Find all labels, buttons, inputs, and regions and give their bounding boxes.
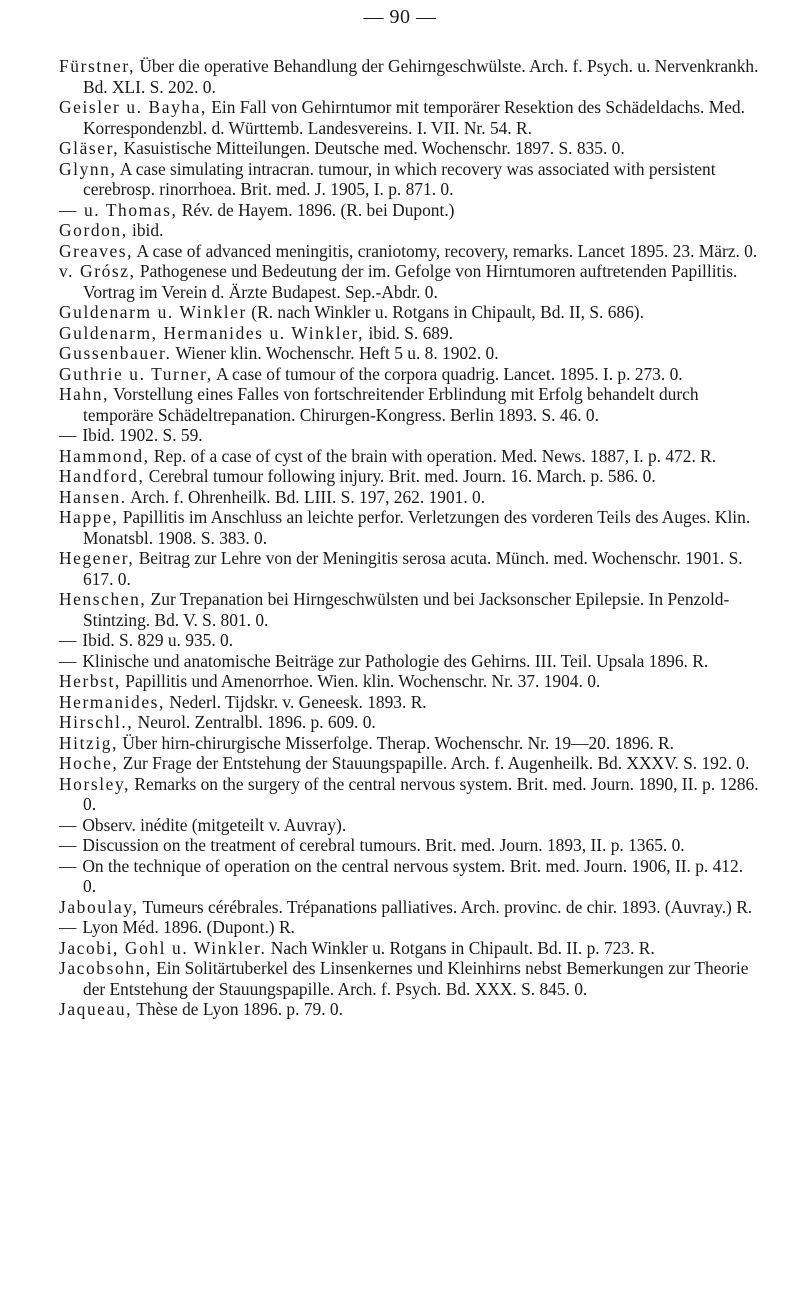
bibliography-entry xyxy=(59,897,759,918)
bibliography-entry xyxy=(59,835,759,856)
bibliography-entry xyxy=(59,589,759,630)
entry-citation: Über die operative Behandlung der Gehirngeschwülste. Arch. f. Psych. u. Nervenkrankh. Bd. XLI. S. 202. 0. xyxy=(83,56,759,97)
entry-author: Jacobi, Gohl u. Winkler. xyxy=(59,937,267,958)
entry-author: Hansen. xyxy=(59,486,127,507)
entry-author: Handford, xyxy=(59,466,145,486)
entry-author: Happe, xyxy=(59,507,119,527)
bibliography-entry xyxy=(59,733,759,754)
entry-citation: Remarks on the surgery of the central nervous system. Brit. med. Journ. 1890, II. p. 1286. 0. xyxy=(83,773,759,814)
entry-citation: Papillitis im Anschluss an leichte perfor. Verletzungen des vorderen Teils des Auges. Klin. Monatsbl. 1908. S. 383. 0. xyxy=(83,507,751,548)
bibliography-entry xyxy=(59,958,759,999)
bibliography-entry xyxy=(59,856,759,897)
bibliography-entry xyxy=(59,302,759,323)
entry-author: Hitzig, xyxy=(59,732,119,753)
entry-citation: Pathogenese und Bedeutung der im. Gefolge von Hirntumoren auftretenden Papillitis. Vortrag im Verein d. Ärzte Budapest. Sep.-Abdr. 0. xyxy=(83,261,738,302)
bibliography-entry xyxy=(59,159,759,200)
entry-author: Guldenarm u. Winkler xyxy=(59,302,247,322)
entry-citation: A case simulating intracran. tumour, in which recovery was associated with persistent cerebrosp. rinorrhoea. Brit. med. J. 1905, I. p. 871. 0. xyxy=(83,158,716,199)
entry-author: Gordon, xyxy=(59,220,128,240)
entry-author: — xyxy=(59,425,78,445)
bibliography-entry xyxy=(59,220,759,241)
entry-citation: Arch. f. Ohrenheilk. Bd. LIII. S. 197, 262. 1901. 0. xyxy=(126,486,486,507)
entry-author: Herbst, xyxy=(59,671,121,691)
bibliography-entry xyxy=(59,364,759,385)
bibliography-entry xyxy=(59,692,759,713)
entry-author: Henschen, xyxy=(59,589,147,609)
bibliography-entry xyxy=(59,651,759,672)
bibliography-entry xyxy=(59,56,759,97)
bibliography-entry xyxy=(59,138,759,159)
bibliography-entry xyxy=(59,548,759,589)
entry-citation: Lyon Méd. 1896. (Dupont.) R. xyxy=(78,917,295,937)
entry-citation: Tumeurs cérébrales. Trépanations palliatives. Arch. provinc. de chir. 1893. (Auvray.) R. xyxy=(138,896,753,917)
entry-author: Hoche, xyxy=(59,753,119,773)
bibliography-entry xyxy=(59,630,759,651)
entry-citation: Klinische und anatomische Beiträge zur Pathologie des Gehirns. III. Teil. Upsala 1896. R. xyxy=(78,650,709,671)
entry-citation: (R. nach Winkler u. Rotgans in Chipault, Bd. II, S. 686). xyxy=(246,302,644,322)
entry-citation: A case of advanced meningitis, craniotomy, recovery, remarks. Lancet 1895. 23. März. 0. xyxy=(133,240,758,261)
bibliography-entry xyxy=(59,241,759,262)
entry-author: — xyxy=(59,630,78,650)
entry-author: Jaboulay, xyxy=(59,896,139,917)
bibliography-entry xyxy=(59,938,759,959)
entry-citation: Neurol. Zentralbl. 1896. p. 609. 0. xyxy=(133,712,376,732)
entry-citation: A case of tumour of the corpora quadrig. Lancet. 1895. I. p. 273. 0. xyxy=(212,363,683,384)
entry-author: Hegener, xyxy=(59,548,135,568)
bibliography-entry xyxy=(59,200,759,221)
entry-author: — u. Thomas, xyxy=(59,199,178,220)
entry-citation: Nederl. Tijdskr. v. Geneesk. 1893. R. xyxy=(164,691,427,712)
entry-citation: On the technique of operation on the central nervous system. Brit. med. Journ. 1906, II. p. 412. 0. xyxy=(78,855,744,896)
bibliography-list xyxy=(59,56,759,1020)
entry-author: Gussenbauer. xyxy=(59,343,172,363)
entry-citation: Beitrag zur Lehre von der Meningitis serosa acuta. Münch. med. Wochenschr. 1901. S. 617. 0. xyxy=(83,548,743,589)
entry-author: — xyxy=(59,835,78,855)
entry-citation: ibid. xyxy=(127,220,164,240)
entry-citation: Zur Trepanation bei Hirngeschwülsten und bei Jacksonscher Epilepsie. In Penzold-Stintzing. Bd. V. S. 801. 0. xyxy=(83,589,730,630)
entry-author: Guthrie u. Turner, xyxy=(59,363,213,384)
entry-citation: Observ. inédite (mitgeteilt v. Auvray). xyxy=(78,814,347,835)
entry-citation: Thèse de Lyon 1896. p. 79. 0. xyxy=(132,999,343,1019)
entry-citation: Wiener klin. Wochenschr. Heft 5 u. 8. 1902. 0. xyxy=(171,343,499,363)
entry-citation: ibid. S. 689. xyxy=(364,322,454,343)
entry-citation: Zur Frage der Entstehung der Stauungspapille. Arch. f. Augenheilk. Bd. XXXV. S. 192. 0. xyxy=(118,753,750,773)
entry-citation: Cerebral tumour following injury. Brit. med. Journ. 16. March. p. 586. 0. xyxy=(144,466,656,486)
bibliography-entry xyxy=(59,999,759,1020)
entry-author: — xyxy=(59,855,78,876)
entry-citation: Rep. of a case of cyst of the brain with operation. Med. News. 1887, I. p. 472. R. xyxy=(149,445,717,466)
bibliography-entry xyxy=(59,323,759,344)
bibliography-entry xyxy=(59,487,759,508)
entry-author: Jaqueau, xyxy=(59,999,133,1019)
bibliography-entry xyxy=(59,815,759,836)
entry-author: Hirschl., xyxy=(59,712,134,732)
bibliography-entry xyxy=(59,774,759,815)
entry-author: — xyxy=(59,917,78,937)
entry-citation: Kasuistische Mitteilungen. Deutsche med. Wochenschr. 1897. S. 835. 0. xyxy=(119,138,625,158)
entry-citation: Nach Winkler u. Rotgans in Chipault. Bd. II. p. 723. R. xyxy=(266,937,655,958)
entry-citation: Rév. de Hayem. 1896. (R. bei Dupont.) xyxy=(177,199,455,220)
entry-author: Hermanides, xyxy=(59,691,165,712)
entry-author: Jacobsohn, xyxy=(59,958,152,978)
page-number: — 90 — xyxy=(363,6,437,28)
entry-author: Hahn, xyxy=(59,384,110,404)
bibliography-entry xyxy=(59,261,759,302)
entry-citation: Ibid. 1902. S. 59. xyxy=(78,425,203,445)
entry-citation: Vorstellung eines Falles von fortschreitender Erblindung mit Erfolg behandelt durch temporäre Schädeltrepanation. Chirurgen-Kongress. Berlin 1893. S. 46. 0. xyxy=(83,384,699,425)
entry-citation: Discussion on the treatment of cerebral tumours. Brit. med. Journ. 1893, II. p. 1365. 0. xyxy=(78,835,685,855)
entry-author: Hammond, xyxy=(59,445,150,466)
entry-author: — xyxy=(59,814,78,835)
entry-author: Horsley, xyxy=(59,773,131,794)
entry-citation: Über hirn-chirurgische Misserfolge. Therap. Wochenschr. Nr. 19—20. 1896. R. xyxy=(118,732,674,753)
bibliography-entry xyxy=(59,466,759,487)
entry-citation: Papillitis und Amenorrhoe. Wien. klin. Wochenschr. Nr. 37. 1904. 0. xyxy=(120,671,601,691)
entry-citation: Ein Solitärtuberkel des Linsenkernes und Kleinhirns nebst Bemerkungen zur Theorie der Entstehung der Stauungspapille. Arch. f. Psych. Bd. XXX. S. 845. 0. xyxy=(83,958,749,999)
entry-author: v. Grósz, xyxy=(59,261,136,281)
entry-citation: Ein Fall von Gehirntumor mit temporärer Resektion des Schädeldachs. Med. Korrespondenzbl. d. Württemb. Landesvereins. I. VII. Nr. 54. R. xyxy=(83,97,745,138)
entry-author: — xyxy=(59,650,78,671)
entry-citation: Ibid. S. 829 u. 935. 0. xyxy=(78,630,234,650)
bibliography-entry xyxy=(59,343,759,364)
bibliography-entry xyxy=(59,97,759,138)
entry-author: Glynn, xyxy=(59,158,117,179)
bibliography-entry xyxy=(59,384,759,425)
entry-author: Guldenarm, Hermanides u. Winkler, xyxy=(59,322,365,343)
bibliography-entry xyxy=(59,671,759,692)
entry-author: Gläser, xyxy=(59,138,120,158)
bibliography-entry xyxy=(59,917,759,938)
entry-author: Fürstner, xyxy=(59,56,136,76)
entry-author: Greaves, xyxy=(59,240,134,261)
bibliography-entry xyxy=(59,753,759,774)
bibliography-entry xyxy=(59,425,759,446)
entry-author: Geisler u. Bayha, xyxy=(59,97,207,117)
bibliography-entry xyxy=(59,446,759,467)
bibliography-entry xyxy=(59,507,759,548)
bibliography-entry xyxy=(59,712,759,733)
